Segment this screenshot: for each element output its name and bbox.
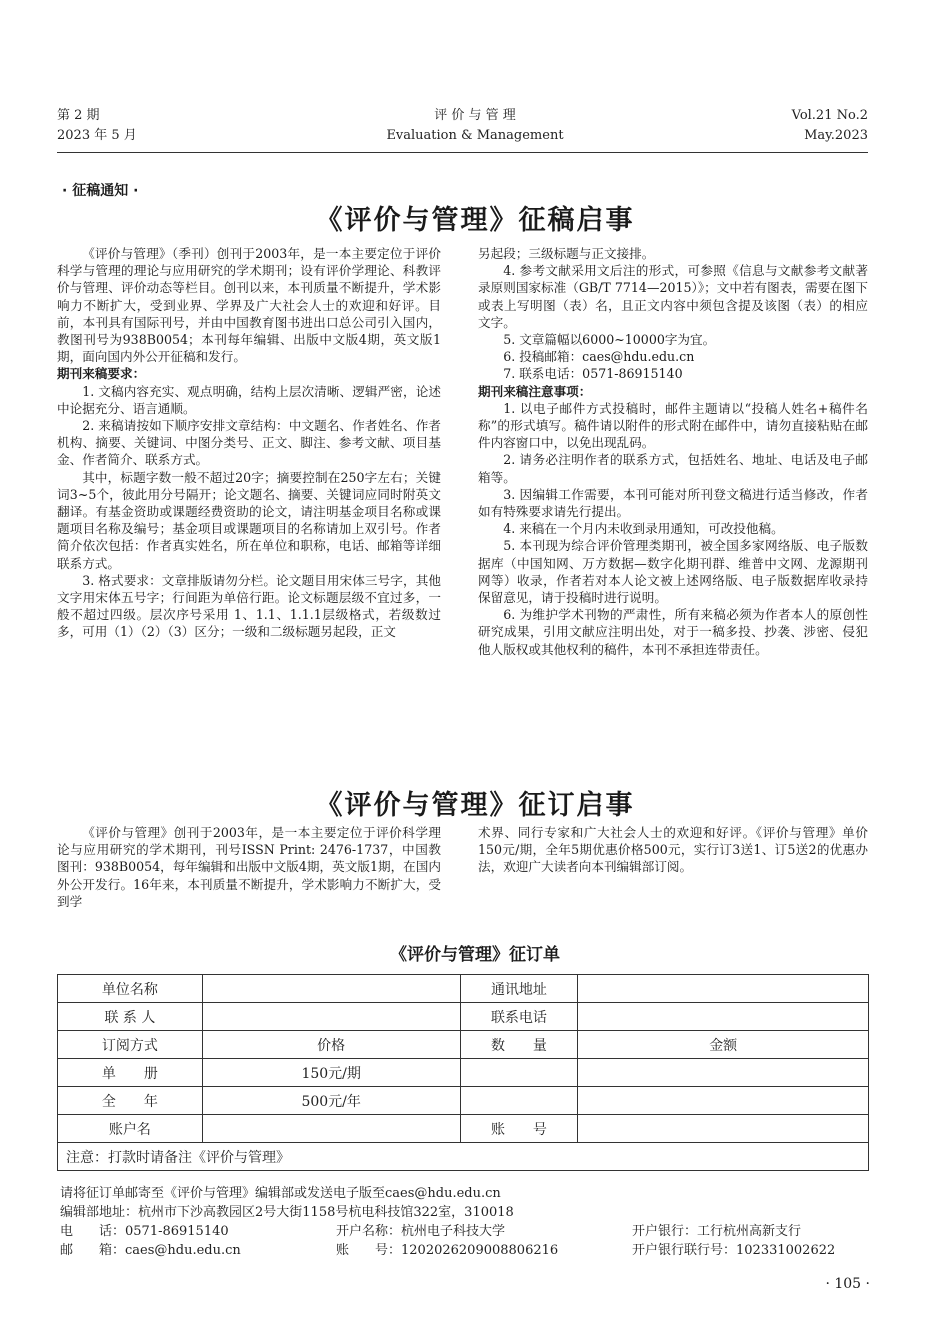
single-issue-label: 单 册 [58, 1059, 203, 1087]
footer-bank: 开户银行：工行杭州高新支行 [632, 1224, 802, 1239]
footer-account-holder: 开户名称：杭州电子科技大学 [336, 1224, 506, 1239]
footer-bank-code: 开户银行联行号：102331002622 [632, 1243, 836, 1258]
subscription-right-column [478, 824, 868, 876]
header-issue [57, 106, 137, 146]
paragraph: 4. 参考文献采用文后注的形式，可参照《信息与文献参考文献著录原则国家标准（GB/T 7714—2015）》；文中若有图表，需要在图下或表上写明图（表）名，且正文内容中须包含提及该图（表）的相应文字。 [478, 263, 868, 330]
unit-name-field[interactable] [202, 975, 460, 1003]
quantity-header: 数 量 [460, 1031, 578, 1059]
subscription-title: 《评价与管理》征订启事 [315, 790, 635, 821]
paragraph: 5. 文章篇幅以6000~10000字为宜。 [503, 332, 716, 348]
address-label: 通讯地址 [460, 975, 578, 1003]
paragraph: 其中，标题字数一般不超过20字；摘要控制在250字左右；关键词3~5个，彼此用分号隔开；论文题名、摘要、关键词应同时附英文翻译。有基金资助或课题经费资助的论文，请注明基金项目名称或课题项目名称及编号；基金项目或课题项目的名称请加上双引号。作者简介依次包括：作者真实姓名，所在单位和职称，电话、邮箱等详细联系方式。 [57, 469, 441, 571]
paragraph: 7. 联系电话：0571-86915140 [503, 366, 683, 382]
account-number-field[interactable] [578, 1115, 869, 1143]
footer-account-number: 账 号：1202026209008806216 [336, 1243, 559, 1258]
payment-note: 注意：打款时请备注《评价与管理》 [58, 1143, 869, 1171]
account-number-label: 账 号 [460, 1115, 578, 1143]
subscription-left-column [57, 824, 441, 910]
table-row [58, 1115, 869, 1143]
journal-name-en: Evaluation & Management [386, 128, 564, 143]
subscription-paragraph-cont: 术界、同行专家和广大社会人士的欢迎和好评。《评价与管理》单价150元/期，全年5期优惠价格500元，实行订3送1、订5送2的优惠办法，欢迎广大读者向本刊编辑部订阅。 [478, 825, 868, 875]
header-journal [300, 106, 650, 146]
footer-email: 邮 箱：caes@hdu.edu.cn [60, 1243, 241, 1258]
order-form-title: 《评价与管理》征订单 [390, 945, 560, 965]
table-row [58, 1031, 869, 1059]
contact-field[interactable] [202, 1003, 460, 1031]
volume-number: Vol.21 No.2 [791, 108, 868, 123]
amount-header: 金额 [578, 1031, 869, 1059]
unit-name-label: 单位名称 [58, 975, 203, 1003]
order-form-table [57, 974, 869, 1171]
single-issue-price: 150元/期 [202, 1059, 460, 1087]
paragraph: 2. 来稿请按如下顺序安排文章结构：中文题名、作者姓名、作者机构、摘要、关键词、中图分类号、正文、脚注、参考文献、项目基金、作者简介、联系方式。 [57, 418, 441, 468]
page-number: · 105 · [825, 1276, 870, 1292]
account-name-label: 账户名 [58, 1115, 203, 1143]
paragraph: 1. 文稿内容充实、观点明确，结构上层次清晰、逻辑严密，论述中论据充分、语言通顺。 [57, 383, 441, 416]
single-quantity-field[interactable] [460, 1059, 578, 1087]
paragraph: 3. 格式要求：文章排版请勿分栏。论文题目用宋体三号字，其他文字用宋体五号字；行间距为单倍行距。论文标题层级不宜过多，一般不超过四级。层次序号采用 1、1.1、1.1.1层级格式，若级数过多，可用（1）（2）（3）区分；一级和二级标题另起段，正文 [57, 572, 441, 640]
table-row [58, 1087, 869, 1115]
journal-name-cn: 评 价 与 管 理 [434, 108, 516, 123]
address-field[interactable] [578, 975, 869, 1003]
editorial-address-text: 编辑部地址：杭州市下沙高教园区2号大街1158号杭电科技馆322室，310018 [60, 1205, 514, 1220]
paragraph: 另起段；三级标题与正文接排。 [478, 246, 655, 261]
notice-right-column [478, 245, 868, 658]
annual-price: 500元/年 [202, 1087, 460, 1115]
footer-phone: 电 话：0571-86915140 [60, 1224, 229, 1239]
single-amount-field[interactable] [578, 1059, 869, 1087]
paragraph: 6. 投稿邮箱：caes@hdu.edu.cn [503, 349, 695, 365]
section-tag: · 征稿通知 · [62, 183, 139, 199]
volume-date: May.2023 [804, 128, 868, 143]
annual-quantity-field[interactable] [460, 1087, 578, 1115]
annual-amount-field[interactable] [578, 1087, 869, 1115]
price-header: 价格 [202, 1031, 460, 1059]
paragraph: 4. 来稿在一个月内未收到录用通知，可改投他稿。 [503, 521, 784, 537]
paragraph: 1. 以电子邮件方式投稿时，邮件主题请以“投稿人姓名+稿件名称”的形式填写。稿件请以附件的形式附在邮件中，请勿直接粘贴在邮件内容窗口中，以免出现乱码。 [478, 400, 868, 451]
paragraph: 2. 请务必注明作者的联系方式，包括姓名、地址、电话及电子邮箱等。 [478, 452, 868, 485]
header-rule [57, 152, 868, 153]
paragraph: 5. 本刊现为综合评价管理类期刊，被全国多家网络版、电子版数据库（中国知网、万方数据—数字化期刊群、维普中文网、龙源期刊网等）收录，作者若对本人论文被上述网络版、电子版数据库收录持保留意见，请于投稿时进行说明。 [478, 538, 868, 606]
paragraph: 《评价与管理》（季刊）创刊于2003年，是一本主要定位于评价科学与管理的理论与应用研究的学术期刊；设有评价学理论、科教评价与管理、评价动态等栏目。创刊以来，本刊质量不断提升，学术影响力不断扩大，受到业界、学界及广大社会人士的欢迎和好评。目前，本刊具有国际刊号，并由中国教育图书进出口总公司引入国内，教图刊号为938B0054；本刊每年编辑、出版中文版4期，英文版1期，面向国内外公开征稿和发行。 [57, 246, 441, 365]
header-volume [792, 106, 868, 146]
phone-field[interactable] [578, 1003, 869, 1031]
contact-label: 联 系 人 [58, 1003, 203, 1031]
paragraph: 6. 为维护学术刊物的严肃性，所有来稿必须为作者本人的原创性研究成果，引用文献应注明出处，对于一稿多投、抄袭、涉密、侵犯他人版权或其他权利的稿件，本刊不承担连带责任。 [478, 607, 868, 657]
notice-title: 《评价与管理》征稿启事 [315, 205, 635, 236]
subscription-paragraph: 《评价与管理》创刊于2003年，是一本主要定位于评价科学理论与应用研究的学术期刊，刊号ISSN Print: 2476-1737，中国教图刊：938B0054，每年编辑和出版中文版4期，英文版1期，在国内外公开发行。16年来，本刊质量不断提升，学术影响力不断扩大，受到学 [57, 825, 441, 909]
method-header: 订阅方式 [58, 1031, 203, 1059]
table-row [58, 1059, 869, 1087]
table-row [58, 1003, 869, 1031]
section-heading: 期刊来稿要求： [57, 366, 146, 382]
table-row [58, 975, 869, 1003]
notice-left-column [57, 245, 441, 641]
annual-label: 全 年 [58, 1087, 203, 1115]
table-row [58, 1143, 869, 1171]
section-heading: 期刊来稿注意事项： [478, 383, 592, 399]
paragraph: 3. 因编辑工作需要，本刊可能对所刊登文稿进行适当修改，作者如有特殊要求请先行提出。 [478, 486, 868, 520]
mail-instruction-text: 请将征订单邮寄至《评价与管理》编辑部或发送电子版至caes@hdu.edu.cn [60, 1186, 501, 1201]
phone-label: 联系电话 [460, 1003, 578, 1031]
issue-number: 第 2 期 [57, 108, 100, 123]
issue-date: 2023 年 5 月 [57, 128, 137, 143]
account-name-field[interactable] [202, 1115, 460, 1143]
